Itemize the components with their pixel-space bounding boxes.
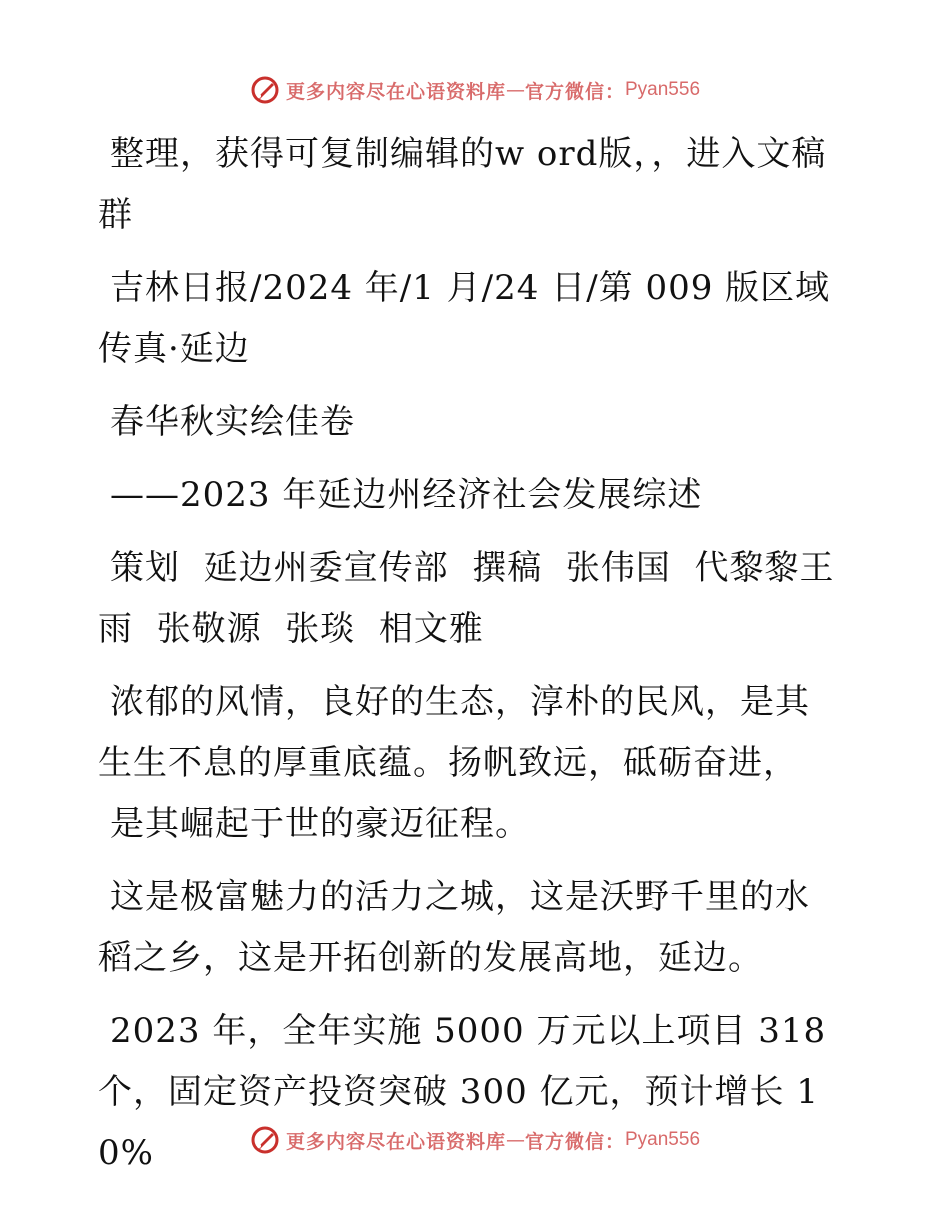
watermark-text: 更多内容尽在心语资料库 [285,1130,506,1153]
article-subtitle: ——2023 年延边州经济社会发展综述 [110,475,703,515]
watermark-header [0,70,950,110]
paragraph-credits: 策划 延边州委宣传部 撰稿 张伟国 代黎黎王雨 张敬源 张琰 相文雅 [98,548,835,649]
watermark-dash: — [505,1129,525,1151]
watermark-text: 更多内容尽在心语资料库 [285,80,506,103]
paragraph-body-2: 是其崛起于世的豪迈征程。 [110,804,530,844]
paragraph-body-1: 浓郁的风情，良好的生态，淳朴的民风，是其生生不息的厚重底蕴。扬帆致远，砥砺奋进， [98,682,810,783]
article-title: 春华秋实绘佳卷 [110,402,355,442]
quill-logo-icon [250,75,280,105]
paragraph-intro: 整理，获得可复制编辑的w ord版，，进入文稿群 [98,134,827,235]
watermark-suffix: 官方微信： [524,1130,625,1153]
watermark-footer [0,1120,950,1160]
document-body [98,124,838,1196]
watermark-dash: — [505,79,525,101]
paragraph-body-3: 这是极富魅力的活力之城，这是沃野千里的水稻之乡，这是开拓创新的发展高地，延边。 [98,877,810,978]
watermark-handle: Pyan556 [625,79,701,100]
paragraph-body-4: 2023 年，全年实施 5000 万元以上项目 318 个，固定资产投资突破 300 亿元，预计增长 10% [98,1011,838,1173]
watermark-suffix: 官方微信： [524,80,625,103]
quill-logo-icon [250,1125,280,1155]
paragraph-source: 吉林日报/2024 年/1 月/24 日/第 009 版区域传真·延边 [98,268,831,369]
watermark-handle: Pyan556 [625,1129,701,1150]
